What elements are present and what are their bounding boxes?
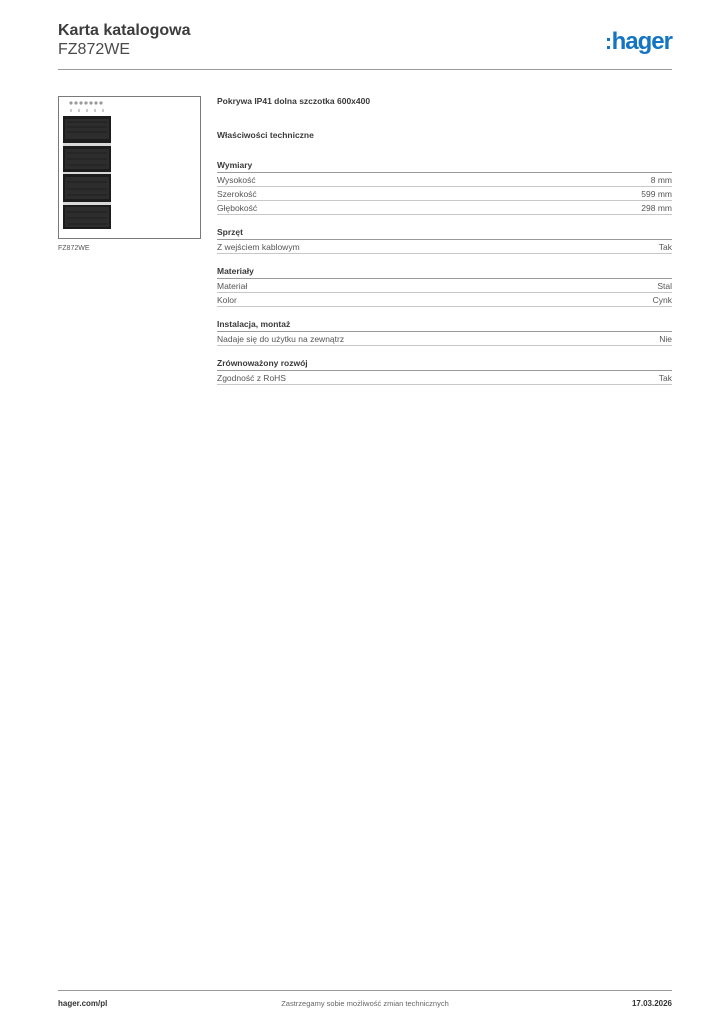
spec-group-materials <box>217 254 672 307</box>
spec-value: Tak <box>658 241 672 252</box>
spec-row <box>217 240 672 254</box>
logo-dots-icon <box>607 38 610 49</box>
spec-group-title: Materiały <box>217 254 672 279</box>
spec-label: Szerokość <box>217 188 257 199</box>
spec-label: Materiał <box>217 280 248 291</box>
specs-panel <box>217 96 672 385</box>
spec-label: Zgodność z RoHS <box>217 372 286 383</box>
spec-row <box>217 371 672 385</box>
product-name: Pokrywa IP41 dolna szczotka 600x400 <box>217 96 371 106</box>
spec-value: 298 mm <box>641 202 672 213</box>
spec-label: Głębokość <box>217 202 258 213</box>
footer-website-link[interactable]: hager.com/pl <box>58 999 108 1008</box>
spec-label: Z wejściem kablowym <box>217 241 300 252</box>
footer-date: 17.03.2026 <box>631 999 672 1008</box>
hager-logo <box>607 29 672 55</box>
technical-properties-heading: Właściwości techniczne <box>217 130 314 140</box>
spec-value: Cynk <box>652 294 672 305</box>
page-footer <box>58 990 672 1012</box>
spec-value: Nie <box>659 333 672 344</box>
spec-value: 8 mm <box>650 174 672 185</box>
footer-disclaimer: Zastrzegamy sobie możliwość zmian technicznych <box>281 999 449 1008</box>
logo-text: hager <box>611 28 672 55</box>
document-title: Karta katalogowa <box>58 22 191 39</box>
page-header <box>58 20 672 70</box>
spec-group-equipment <box>217 215 672 254</box>
spec-row <box>217 173 672 187</box>
spec-row <box>217 279 672 293</box>
spec-group-title: Instalacja, montaż <box>217 307 672 332</box>
spec-row <box>217 332 672 346</box>
spec-value: 599 mm <box>641 188 672 199</box>
spec-group-title: Wymiary <box>217 148 672 173</box>
spec-row <box>217 293 672 307</box>
product-image <box>58 96 201 239</box>
spec-value: Stal <box>657 280 672 291</box>
product-code: FZ872WE <box>58 41 131 58</box>
spec-label: Kolor <box>217 294 237 305</box>
cover-panel-with-brush-strips-icon <box>59 97 200 238</box>
spec-group-dimensions <box>217 148 672 215</box>
spec-group-title: Zrównoważony rozwój <box>217 346 672 371</box>
product-image-caption: FZ872WE <box>58 245 90 252</box>
spec-group-installation <box>217 307 672 346</box>
spec-value: Tak <box>658 372 672 383</box>
spec-label: Nadaje się do użytku na zewnątrz <box>217 333 345 344</box>
spec-group-title: Sprzęt <box>217 215 672 240</box>
spec-label: Wysokość <box>217 174 256 185</box>
spec-row <box>217 187 672 201</box>
spec-row <box>217 201 672 215</box>
spec-group-sustainability <box>217 346 672 385</box>
